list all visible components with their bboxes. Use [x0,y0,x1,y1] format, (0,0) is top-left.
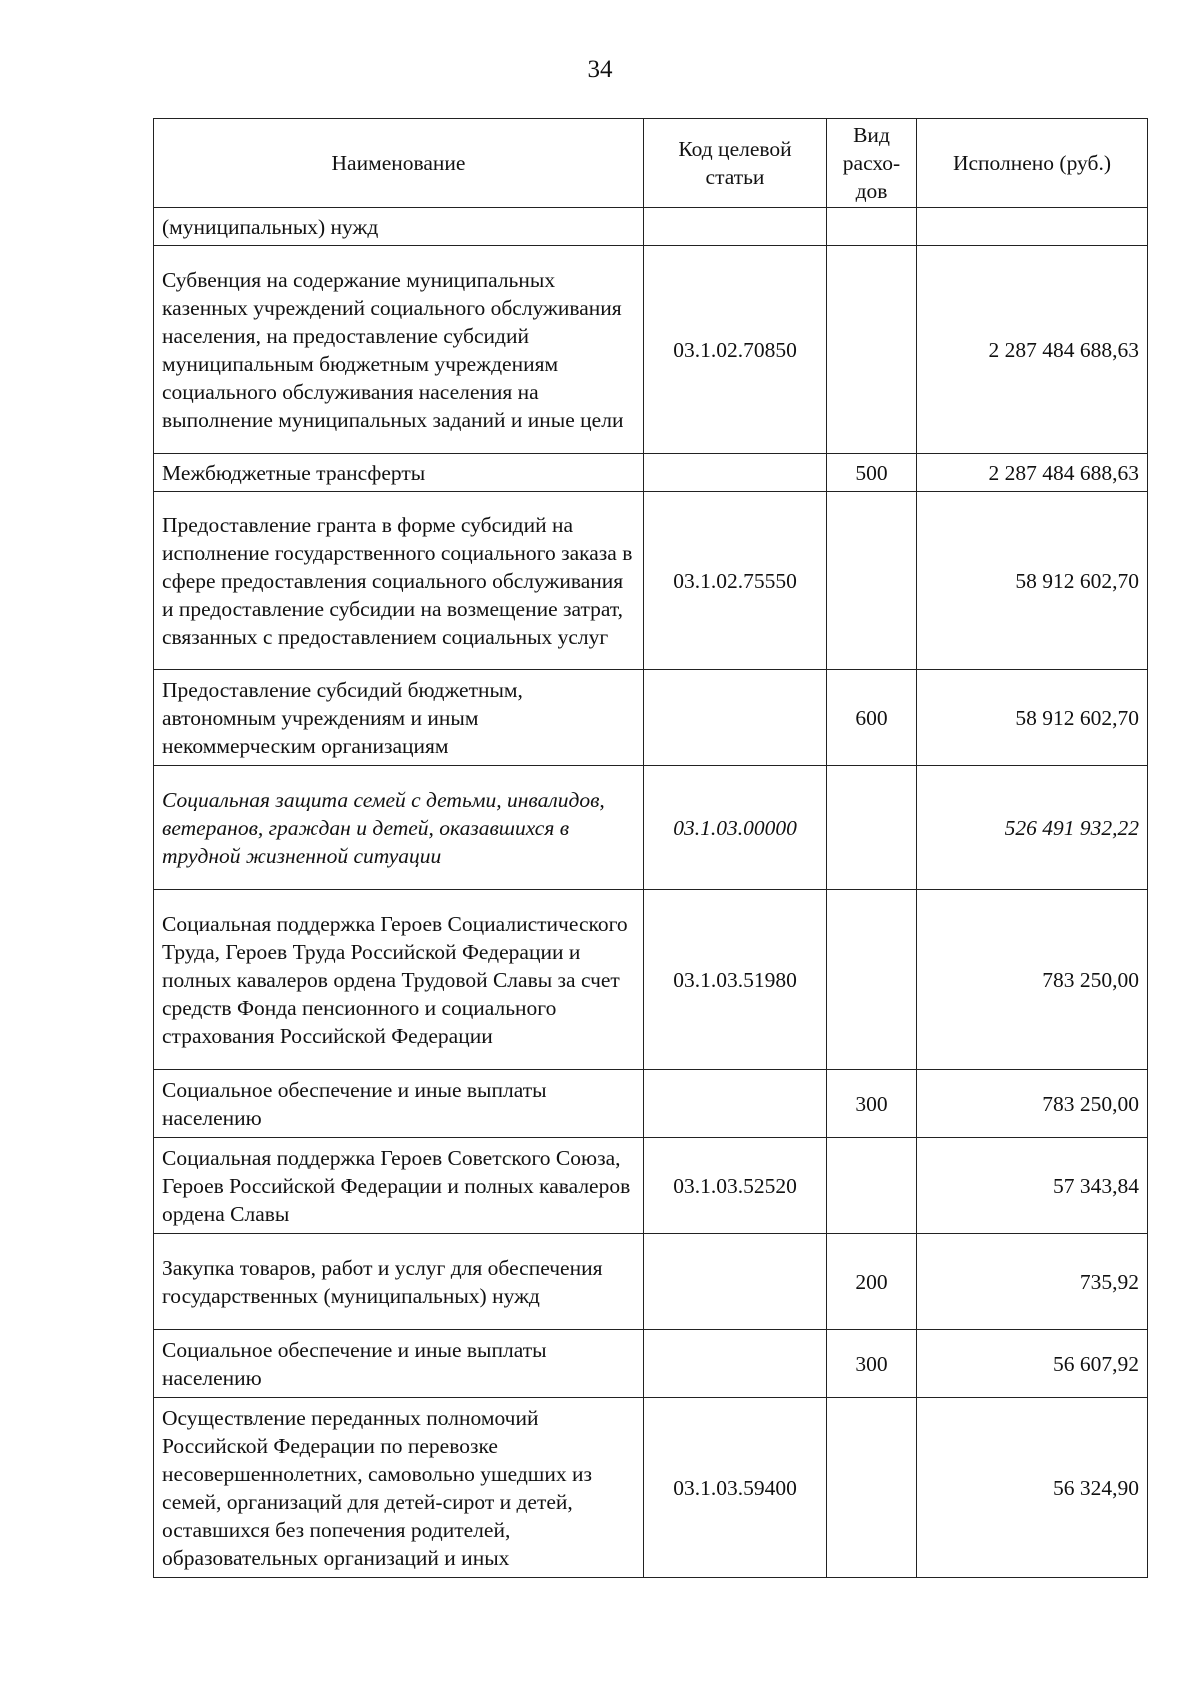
row-sum: 783 250,00 [917,1070,1148,1138]
row-name: Закупка товаров, работ и услуг для обеспечения государственных (муниципальных) нужд [154,1234,644,1330]
table-row [154,766,1148,890]
table-row [154,454,1148,492]
table-row [154,246,1148,454]
row-code: 03.1.03.51980 [644,890,827,1070]
table-row [154,208,1148,246]
budget-table [153,118,1148,1578]
row-name: Социальная поддержка Героев Социалистического Труда, Героев Труда Российской Федерации и полных кавалеров ордена Трудовой Славы за счет средств Фонда пенсионного и социального страхования Российской Федерации [154,890,644,1070]
table-row [154,670,1148,766]
row-code: 03.1.03.52520 [644,1138,827,1234]
table-row [154,492,1148,670]
row-code: 03.1.03.00000 [644,766,827,890]
row-sum: 526 491 932,22 [917,766,1148,890]
row-vid: 300 [827,1070,917,1138]
row-vid: 300 [827,1330,917,1398]
row-code: 03.1.02.75550 [644,492,827,670]
header-sum: Исполнено (руб.) [917,119,1148,208]
row-code: 03.1.02.70850 [644,246,827,454]
row-name: Предоставление субсидий бюджетным, автономным учреждениям и иным некоммерческим организациям [154,670,644,766]
header-code: Код целевой статьи [644,119,827,208]
table-row [154,1398,1148,1578]
table-row [154,1070,1148,1138]
row-code [644,208,827,246]
row-name: Межбюджетные трансферты [154,454,644,492]
row-name: (муниципальных) нужд [154,208,644,246]
row-code [644,454,827,492]
row-vid [827,766,917,890]
row-name: Социальное обеспечение и иные выплаты населению [154,1070,644,1138]
row-sum: 58 912 602,70 [917,492,1148,670]
row-sum: 783 250,00 [917,890,1148,1070]
row-vid [827,890,917,1070]
row-code [644,1234,827,1330]
table-header-row [154,119,1148,208]
row-code [644,670,827,766]
table-row [154,890,1148,1070]
table-row [154,1234,1148,1330]
row-name: Осуществление переданных полномочий Российской Федерации по перевозке несовершеннолетних, самовольно ушедших из семей, организаций для детей-сирот и детей, оставшихся без попечения родителей, образовательных организаций и иных [154,1398,644,1578]
row-sum: 2 287 484 688,63 [917,246,1148,454]
table-row [154,1138,1148,1234]
row-code [644,1330,827,1398]
header-name: Наименование [154,119,644,208]
row-name: Социальное обеспечение и иные выплаты населению [154,1330,644,1398]
row-vid [827,208,917,246]
row-vid [827,1138,917,1234]
table-row [154,1330,1148,1398]
row-code [644,1070,827,1138]
row-vid: 500 [827,454,917,492]
row-sum: 57 343,84 [917,1138,1148,1234]
row-sum: 735,92 [917,1234,1148,1330]
row-vid: 600 [827,670,917,766]
row-sum: 2 287 484 688,63 [917,454,1148,492]
row-sum [917,208,1148,246]
row-name: Субвенция на содержание муниципальных казенных учреждений социального обслуживания населения, на предоставление субсидий муниципальным бюджетным учреждениям социального обслуживания населения на выполнение муниципальных заданий и иные цели [154,246,644,454]
row-name: Предоставление гранта в форме субсидий на исполнение государственного социального заказа в сфере предоставления социального обслуживания и предоставление субсидии на возмещение затрат, связанных с предоставлением социальных услуг [154,492,644,670]
row-vid [827,1398,917,1578]
row-vid [827,492,917,670]
row-vid [827,246,917,454]
header-vid: Вид расхо-дов [827,119,917,208]
row-code: 03.1.03.59400 [644,1398,827,1578]
row-name: Социальная защита семей с детьми, инвалидов, ветеранов, граждан и детей, оказавшихся в трудной жизненной ситуации [154,766,644,890]
row-sum: 56 324,90 [917,1398,1148,1578]
page-number: 34 [587,56,613,83]
row-sum: 58 912 602,70 [917,670,1148,766]
row-name: Социальная поддержка Героев Советского Союза, Героев Российской Федерации и полных кавалеров ордена Славы [154,1138,644,1234]
row-vid: 200 [827,1234,917,1330]
row-sum: 56 607,92 [917,1330,1148,1398]
